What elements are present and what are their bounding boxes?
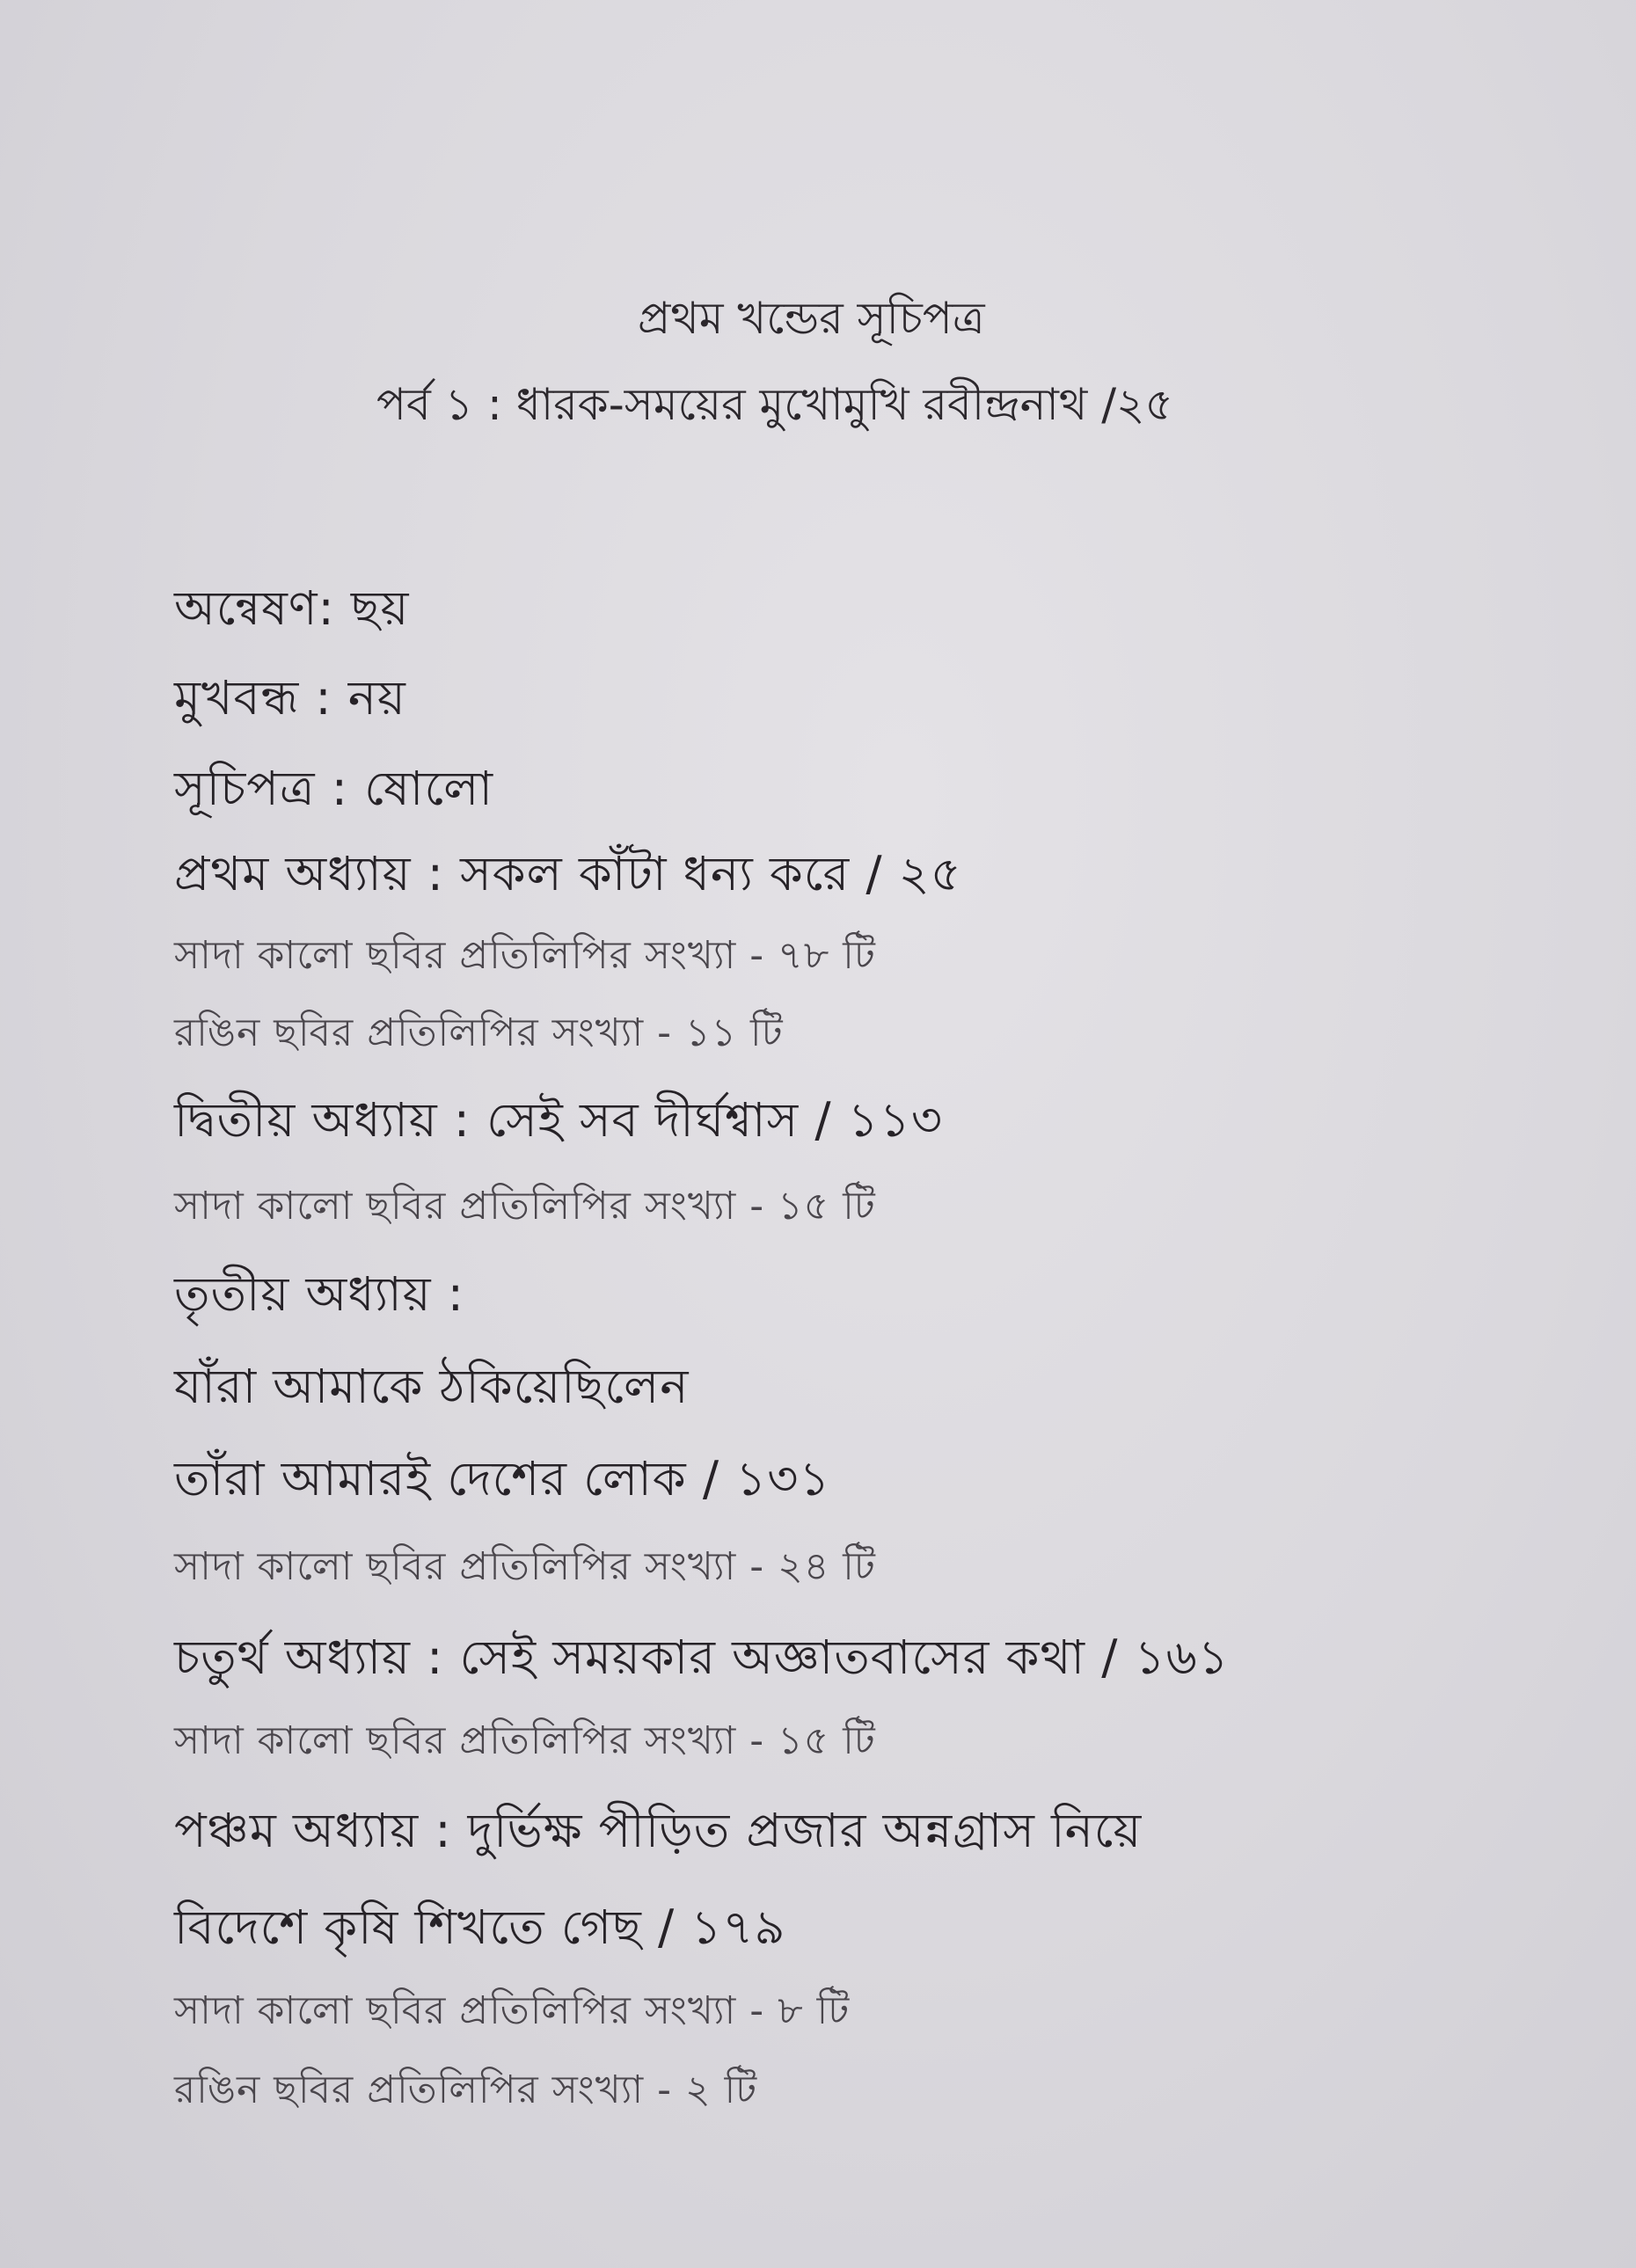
contents-entry: পঞ্চম অধ্যায় : দুর্ভিক্ষ পীড়িত প্রজার অন্নগ্রাস নিয়ে — [174, 1803, 1143, 1858]
contents-title: প্রথম খন্ডের সূচিপত্র — [638, 293, 985, 344]
contents-entry: অন্বেষণ: ছয় — [174, 580, 410, 636]
illustration-count-note: সাদা কালো ছবির প্রতিলিপির সংখ্যা - ১৫ টি — [174, 1184, 876, 1229]
contents-entry: মুখবন্ধ : নয় — [174, 670, 406, 726]
contents-entry: চতুর্থ অধ্যায় : সেই সময়কার অজ্ঞাতবাসের কথা / ১৬১ — [174, 1630, 1230, 1685]
contents-entry: বিদেশে কৃষি শিখতে গেছ / ১৭৯ — [174, 1900, 786, 1955]
contents-entry: দ্বিতীয় অধ্যায় : সেই সব দীর্ঘশ্বাস / ১১৩ — [174, 1092, 943, 1148]
contents-entry: যাঁরা আমাকে ঠকিয়েছিলেন — [174, 1359, 690, 1414]
illustration-count-note: সাদা কালো ছবির প্রতিলিপির সংখ্যা - ৭৮ টি — [174, 933, 876, 978]
contents-entry: তৃতীয় অধ্যায় : — [174, 1266, 464, 1322]
contents-entry: সূচিপত্র : ষোলো — [174, 761, 494, 816]
illustration-count-note: সাদা কালো ছবির প্রতিলিপির সংখ্যা - ২৪ টি — [174, 1544, 876, 1589]
illustration-count-note: সাদা কালো ছবির প্রতিলিপির সংখ্যা - ৮ টি — [174, 1988, 851, 2033]
illustration-count-note: রঙিন ছবির প্রতিলিপির সংখ্যা - ১১ টি — [174, 1010, 784, 1055]
illustration-count-note: সাদা কালো ছবির প্রতিলিপির সংখ্যা - ১৫ টি — [174, 1718, 876, 1763]
illustration-count-note: রঙিন ছবির প্রতিলিপির সংখ্যা - ২ টি — [174, 2067, 758, 2112]
part-heading: পর্ব ১ : ধারক-সময়ের মুখোমুখি রবীন্দ্রনাথ /২৫ — [376, 379, 1174, 430]
contents-entry: প্রথম অধ্যায় : সকল কাঁটা ধন্য করে / ২৫ — [174, 846, 962, 901]
contents-entry: তাঁরা আমারই দেশের লোক / ১৩১ — [174, 1451, 831, 1506]
